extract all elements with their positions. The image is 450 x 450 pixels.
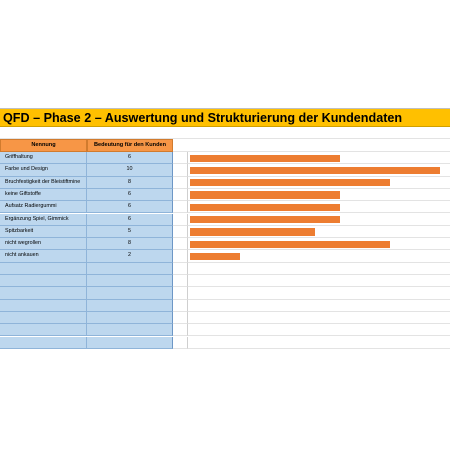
cell-nennung[interactable]: [0, 287, 87, 299]
cell-bedeutung[interactable]: [87, 312, 173, 324]
cell-nennung[interactable]: [0, 263, 87, 275]
empty-cell[interactable]: [173, 287, 188, 299]
title-bar[interactable]: [0, 108, 450, 127]
cell-bedeutung[interactable]: 10: [87, 164, 173, 176]
empty-cell[interactable]: [173, 201, 188, 213]
cell-nennung[interactable]: [0, 337, 87, 349]
importance-bar: [190, 191, 340, 198]
empty-cell[interactable]: [173, 312, 188, 324]
table-row: [0, 337, 450, 349]
cell-bedeutung[interactable]: [87, 275, 173, 287]
importance-bar: [190, 228, 315, 235]
cell-bedeutung[interactable]: [87, 263, 173, 275]
cell-bedeutung[interactable]: 6: [87, 152, 173, 164]
cell-bedeutung[interactable]: 6: [87, 189, 173, 201]
chart-cell[interactable]: [188, 275, 450, 287]
chart-cell[interactable]: [188, 214, 450, 226]
cell-bedeutung[interactable]: 8: [87, 238, 173, 250]
table-row: [0, 177, 450, 189]
importance-bar: [190, 179, 390, 186]
chart-cell[interactable]: [188, 312, 450, 324]
blank-row[interactable]: [0, 127, 450, 139]
table-row: [0, 263, 450, 275]
importance-bar: [190, 241, 390, 248]
cell-bedeutung[interactable]: 6: [87, 201, 173, 213]
empty-cell[interactable]: [173, 263, 188, 275]
cell-nennung[interactable]: keine Giftstoffe: [0, 189, 87, 201]
cell-nennung[interactable]: [0, 300, 87, 312]
empty-cell[interactable]: [173, 337, 188, 349]
table-header-row: [0, 139, 450, 152]
empty-cell[interactable]: [173, 226, 188, 238]
empty-cell[interactable]: [173, 300, 188, 312]
table-row: [0, 201, 450, 213]
sheet-title: QFD – Phase 2 – Auswertung und Strukturierung der Kundendaten: [3, 111, 403, 125]
cell-nennung[interactable]: [0, 275, 87, 287]
table-row: [0, 238, 450, 250]
table-row: [0, 152, 450, 164]
table-row: [0, 275, 450, 287]
cell-bedeutung[interactable]: 5: [87, 226, 173, 238]
chart-cell[interactable]: [188, 177, 450, 189]
table-row: [0, 300, 450, 312]
cell-nennung[interactable]: Bruchfestigkeit der Bleistiftmine: [0, 177, 87, 189]
cell-nennung[interactable]: Griffhaltung: [0, 152, 87, 164]
header-empty-cells[interactable]: [173, 139, 450, 152]
table-row: [0, 214, 450, 226]
table-row: [0, 226, 450, 238]
empty-cell[interactable]: [173, 164, 188, 176]
spreadsheet: [0, 108, 450, 338]
cell-nennung[interactable]: Spitzbarkeit: [0, 226, 87, 238]
chart-cell[interactable]: [188, 300, 450, 312]
cell-bedeutung[interactable]: 8: [87, 177, 173, 189]
cell-bedeutung[interactable]: [87, 337, 173, 349]
importance-bar: [190, 155, 340, 162]
cell-bedeutung[interactable]: 2: [87, 250, 173, 262]
cell-nennung[interactable]: [0, 312, 87, 324]
cell-bedeutung[interactable]: [87, 324, 173, 336]
chart-cell[interactable]: [188, 287, 450, 299]
importance-bar: [190, 216, 340, 223]
empty-cell[interactable]: [173, 214, 188, 226]
cell-bedeutung[interactable]: 6: [87, 214, 173, 226]
chart-cell[interactable]: [188, 189, 450, 201]
chart-cell[interactable]: [188, 201, 450, 213]
table-row: [0, 287, 450, 299]
table-row: [0, 250, 450, 262]
importance-bar: [190, 253, 240, 260]
cell-bedeutung[interactable]: [87, 287, 173, 299]
chart-cell[interactable]: [188, 226, 450, 238]
cell-bedeutung[interactable]: [87, 300, 173, 312]
chart-cell[interactable]: [188, 238, 450, 250]
cell-nennung[interactable]: Aufsatz Radiergummi: [0, 201, 87, 213]
empty-cell[interactable]: [173, 324, 188, 336]
cell-nennung[interactable]: Farbe und Design: [0, 164, 87, 176]
empty-cell[interactable]: [173, 238, 188, 250]
chart-cell[interactable]: [188, 337, 450, 349]
empty-cell[interactable]: [173, 152, 188, 164]
empty-cell[interactable]: [173, 177, 188, 189]
importance-bar: [190, 204, 340, 211]
chart-cell[interactable]: [188, 263, 450, 275]
importance-bar: [190, 167, 440, 174]
cell-nennung[interactable]: nicht wegrollen: [0, 238, 87, 250]
chart-cell[interactable]: [188, 152, 450, 164]
chart-cell[interactable]: [188, 164, 450, 176]
empty-cell[interactable]: [173, 189, 188, 201]
header-nennung[interactable]: Nennung: [0, 139, 87, 152]
table-row: [0, 189, 450, 201]
table-row: [0, 312, 450, 324]
chart-cell[interactable]: [188, 250, 450, 262]
header-bedeutung[interactable]: Bedeutung für den Kunden: [87, 139, 173, 152]
cell-nennung[interactable]: Ergänzung Spiel, Gimmick: [0, 214, 87, 226]
empty-cell[interactable]: [173, 250, 188, 262]
chart-cell[interactable]: [188, 324, 450, 336]
table-row: [0, 164, 450, 176]
empty-cell[interactable]: [173, 275, 188, 287]
table-row: [0, 324, 450, 336]
cell-nennung[interactable]: nicht ankauen: [0, 250, 87, 262]
cell-nennung[interactable]: [0, 324, 87, 336]
